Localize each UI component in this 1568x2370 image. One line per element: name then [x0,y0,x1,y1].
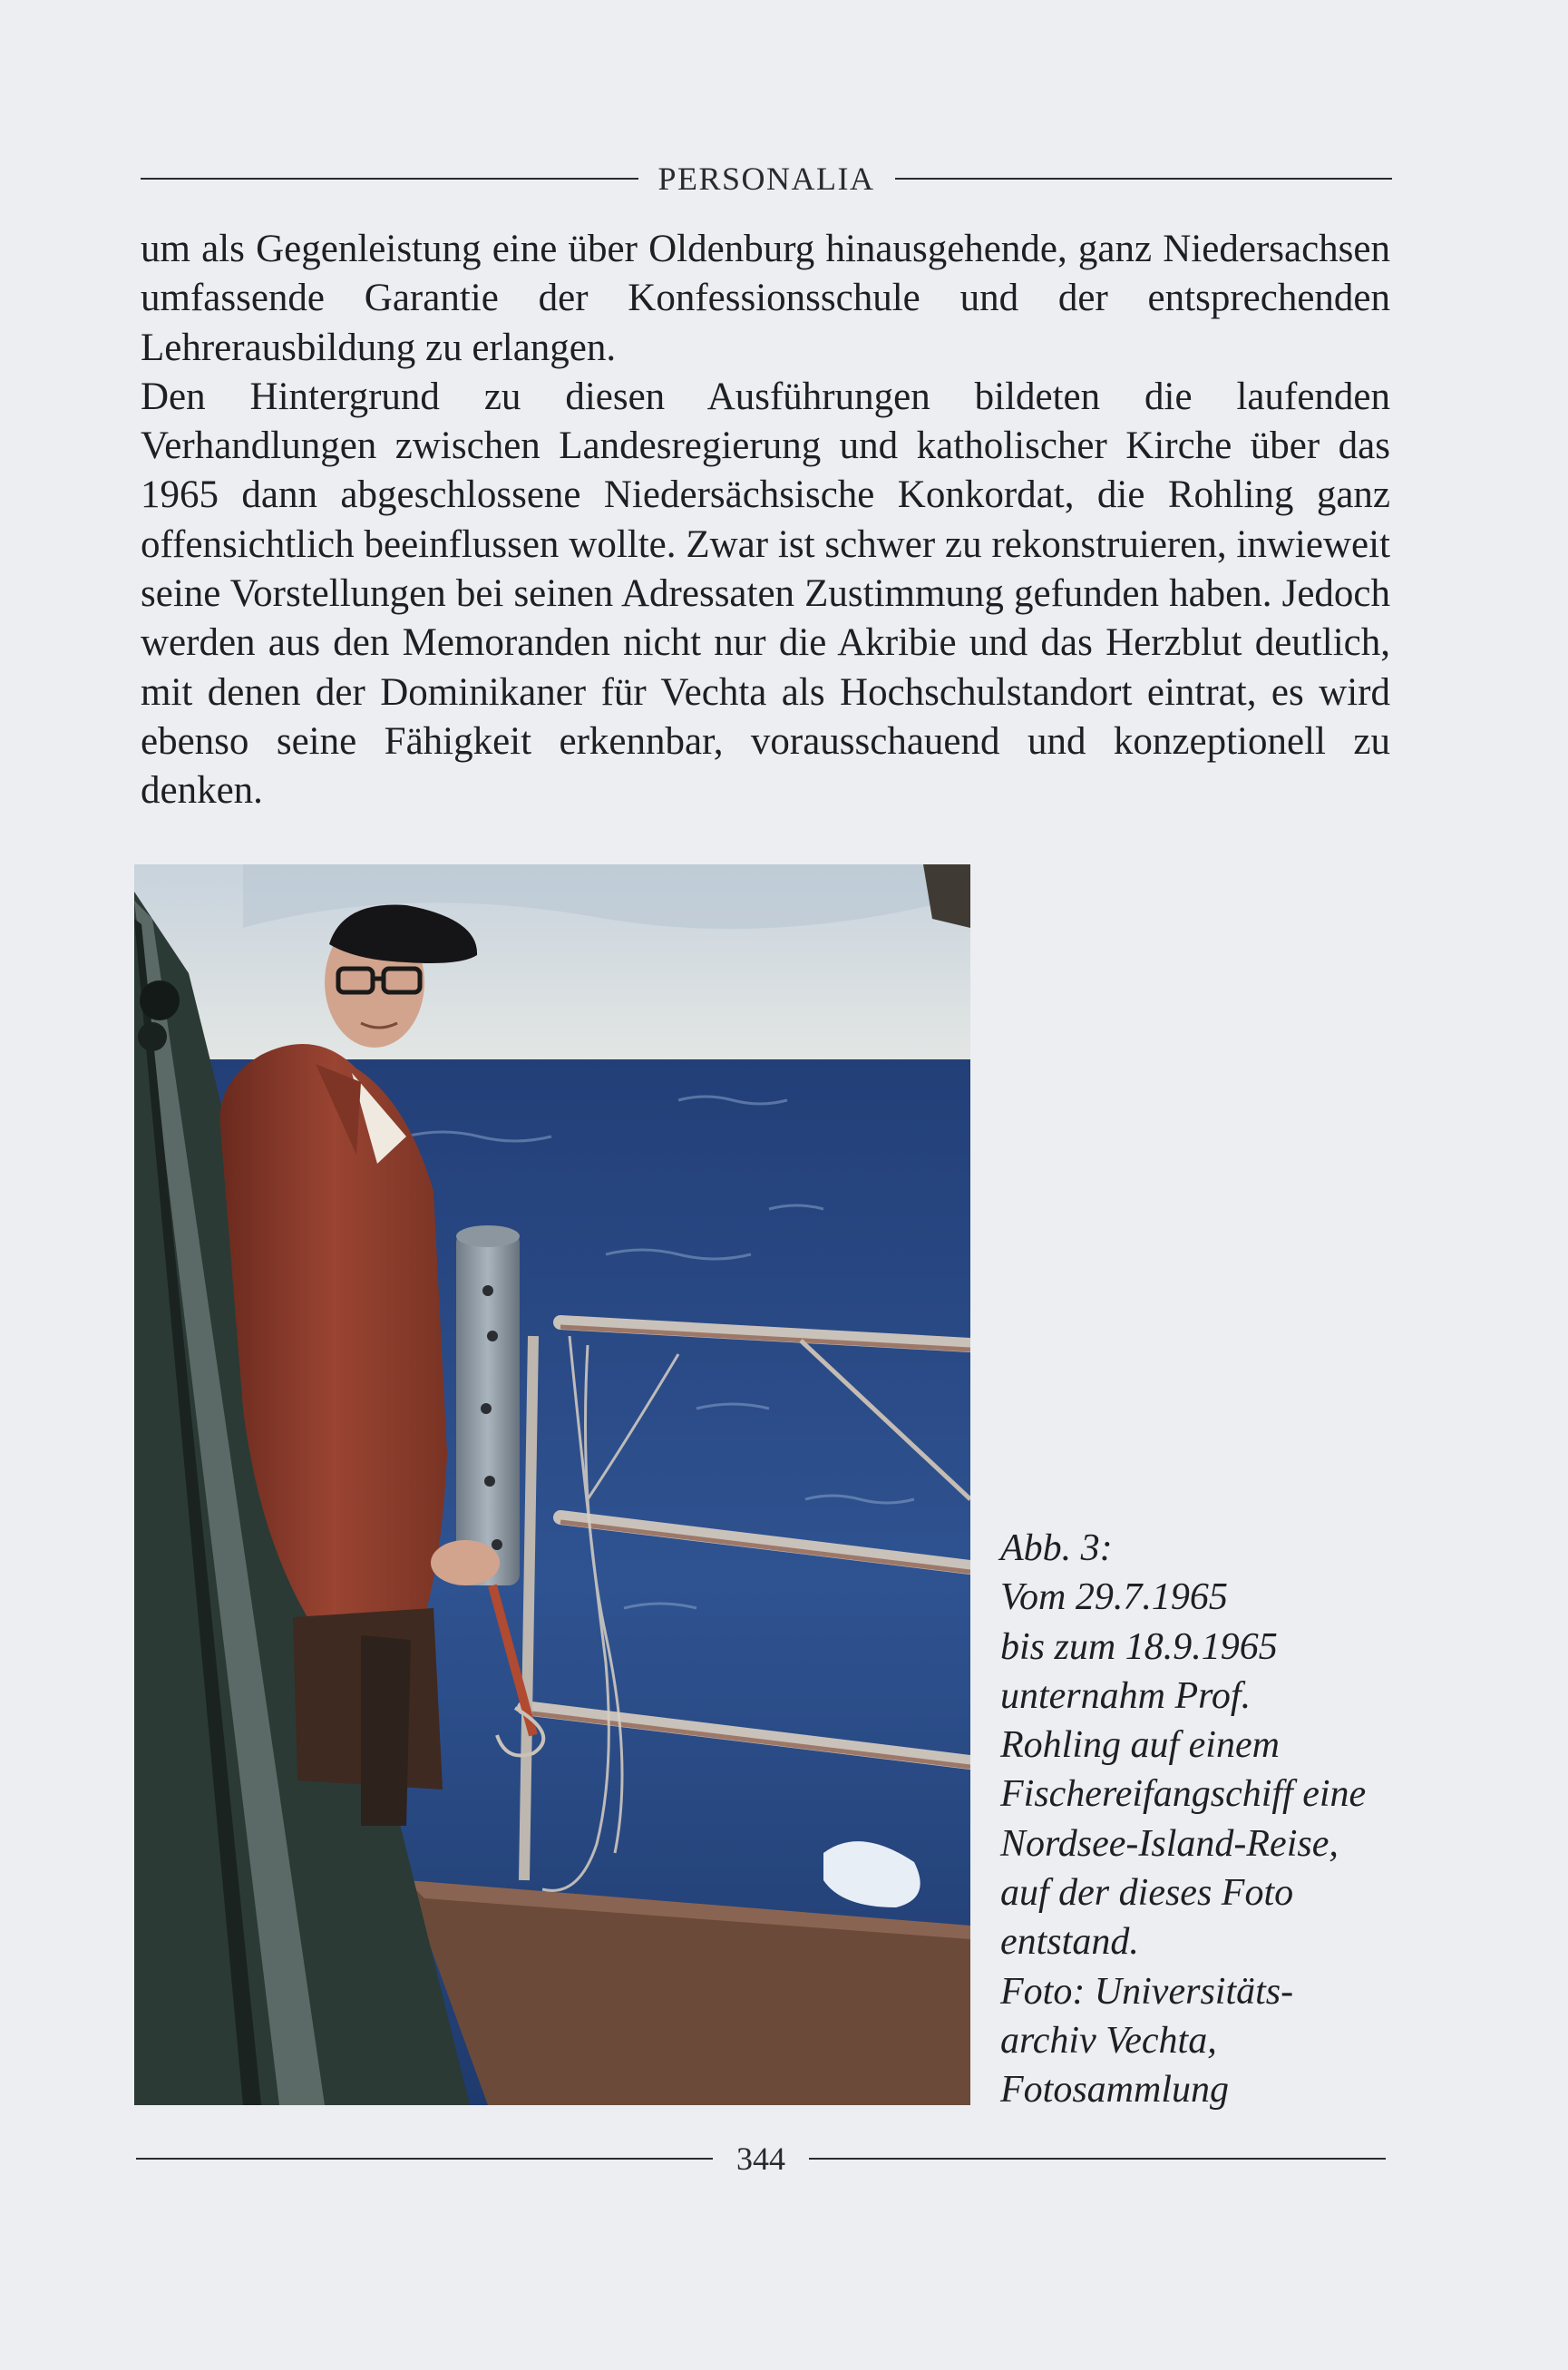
photo-illustration [134,864,970,2105]
paragraph: um als Gegenleistung eine über Oldenburg hinausgehende, ganz Niedersachsen umfassende Garantie der Konfessionsschule und der entsprechenden Lehrerausbildung zu erlangen. [141,228,1390,369]
caption-line: Fotosammlung [1000,2069,1229,2112]
footer-rule-right [809,2158,1386,2160]
page-number: 344 [736,2141,785,2177]
caption-line: bis zum 18.9.1965 [1000,1625,1278,1668]
caption-line: auf der dieses Foto [1000,1872,1294,1915]
caption-line: entstand. [1000,1921,1139,1964]
running-title: PERSONALIA [657,161,875,197]
caption-line: Foto: Universitäts- [1000,1970,1294,2013]
caption-line: Rohling auf einem [1000,1724,1280,1767]
caption-line: Fischereifangschiff eine [1000,1773,1367,1816]
header-rule-right [895,178,1393,180]
caption-line: Nordsee-Island-Reise, [1000,1822,1339,1865]
running-header [141,156,1392,201]
ship-photo [134,864,970,2105]
caption-line: Vom 29.7.1965 [1000,1576,1228,1619]
footer-rule-left [136,2158,713,2160]
caption-line: Abb. 3: [1000,1527,1113,1569]
figure-caption [1000,1524,1381,2115]
body-text [141,225,1390,816]
caption-line: archiv Vechta, [1000,2019,1217,2062]
paragraph: Den Hintergrund zu diesen Ausführungen bildeten die laufenden Verhandlungen zwischen Landesregierung und katholischer Kirche über das 1965 dann abgeschlossene Niedersächsische Konkordat, die Rohling ganz offensichtlich beeinflussen wollte. Zwar ist schwer zu rekonstruieren, inwieweit seine Vorstellungen bei seinen Adressaten Zustimmung gefunden haben. Jedoch werden aus den Memoranden nicht nur die Akribie und das Herzblut deutlich, mit denen der Dominikaner für Vechta als Hochschulstandort eintrat, es wird ebenso seine Fähigkeit erkennbar, vorausschauend und konzeptionell zu denken. [141,375,1390,813]
caption-line: unternahm Prof. [1000,1674,1251,1717]
page-footer [136,2136,1386,2181]
header-rule-left [141,178,638,180]
